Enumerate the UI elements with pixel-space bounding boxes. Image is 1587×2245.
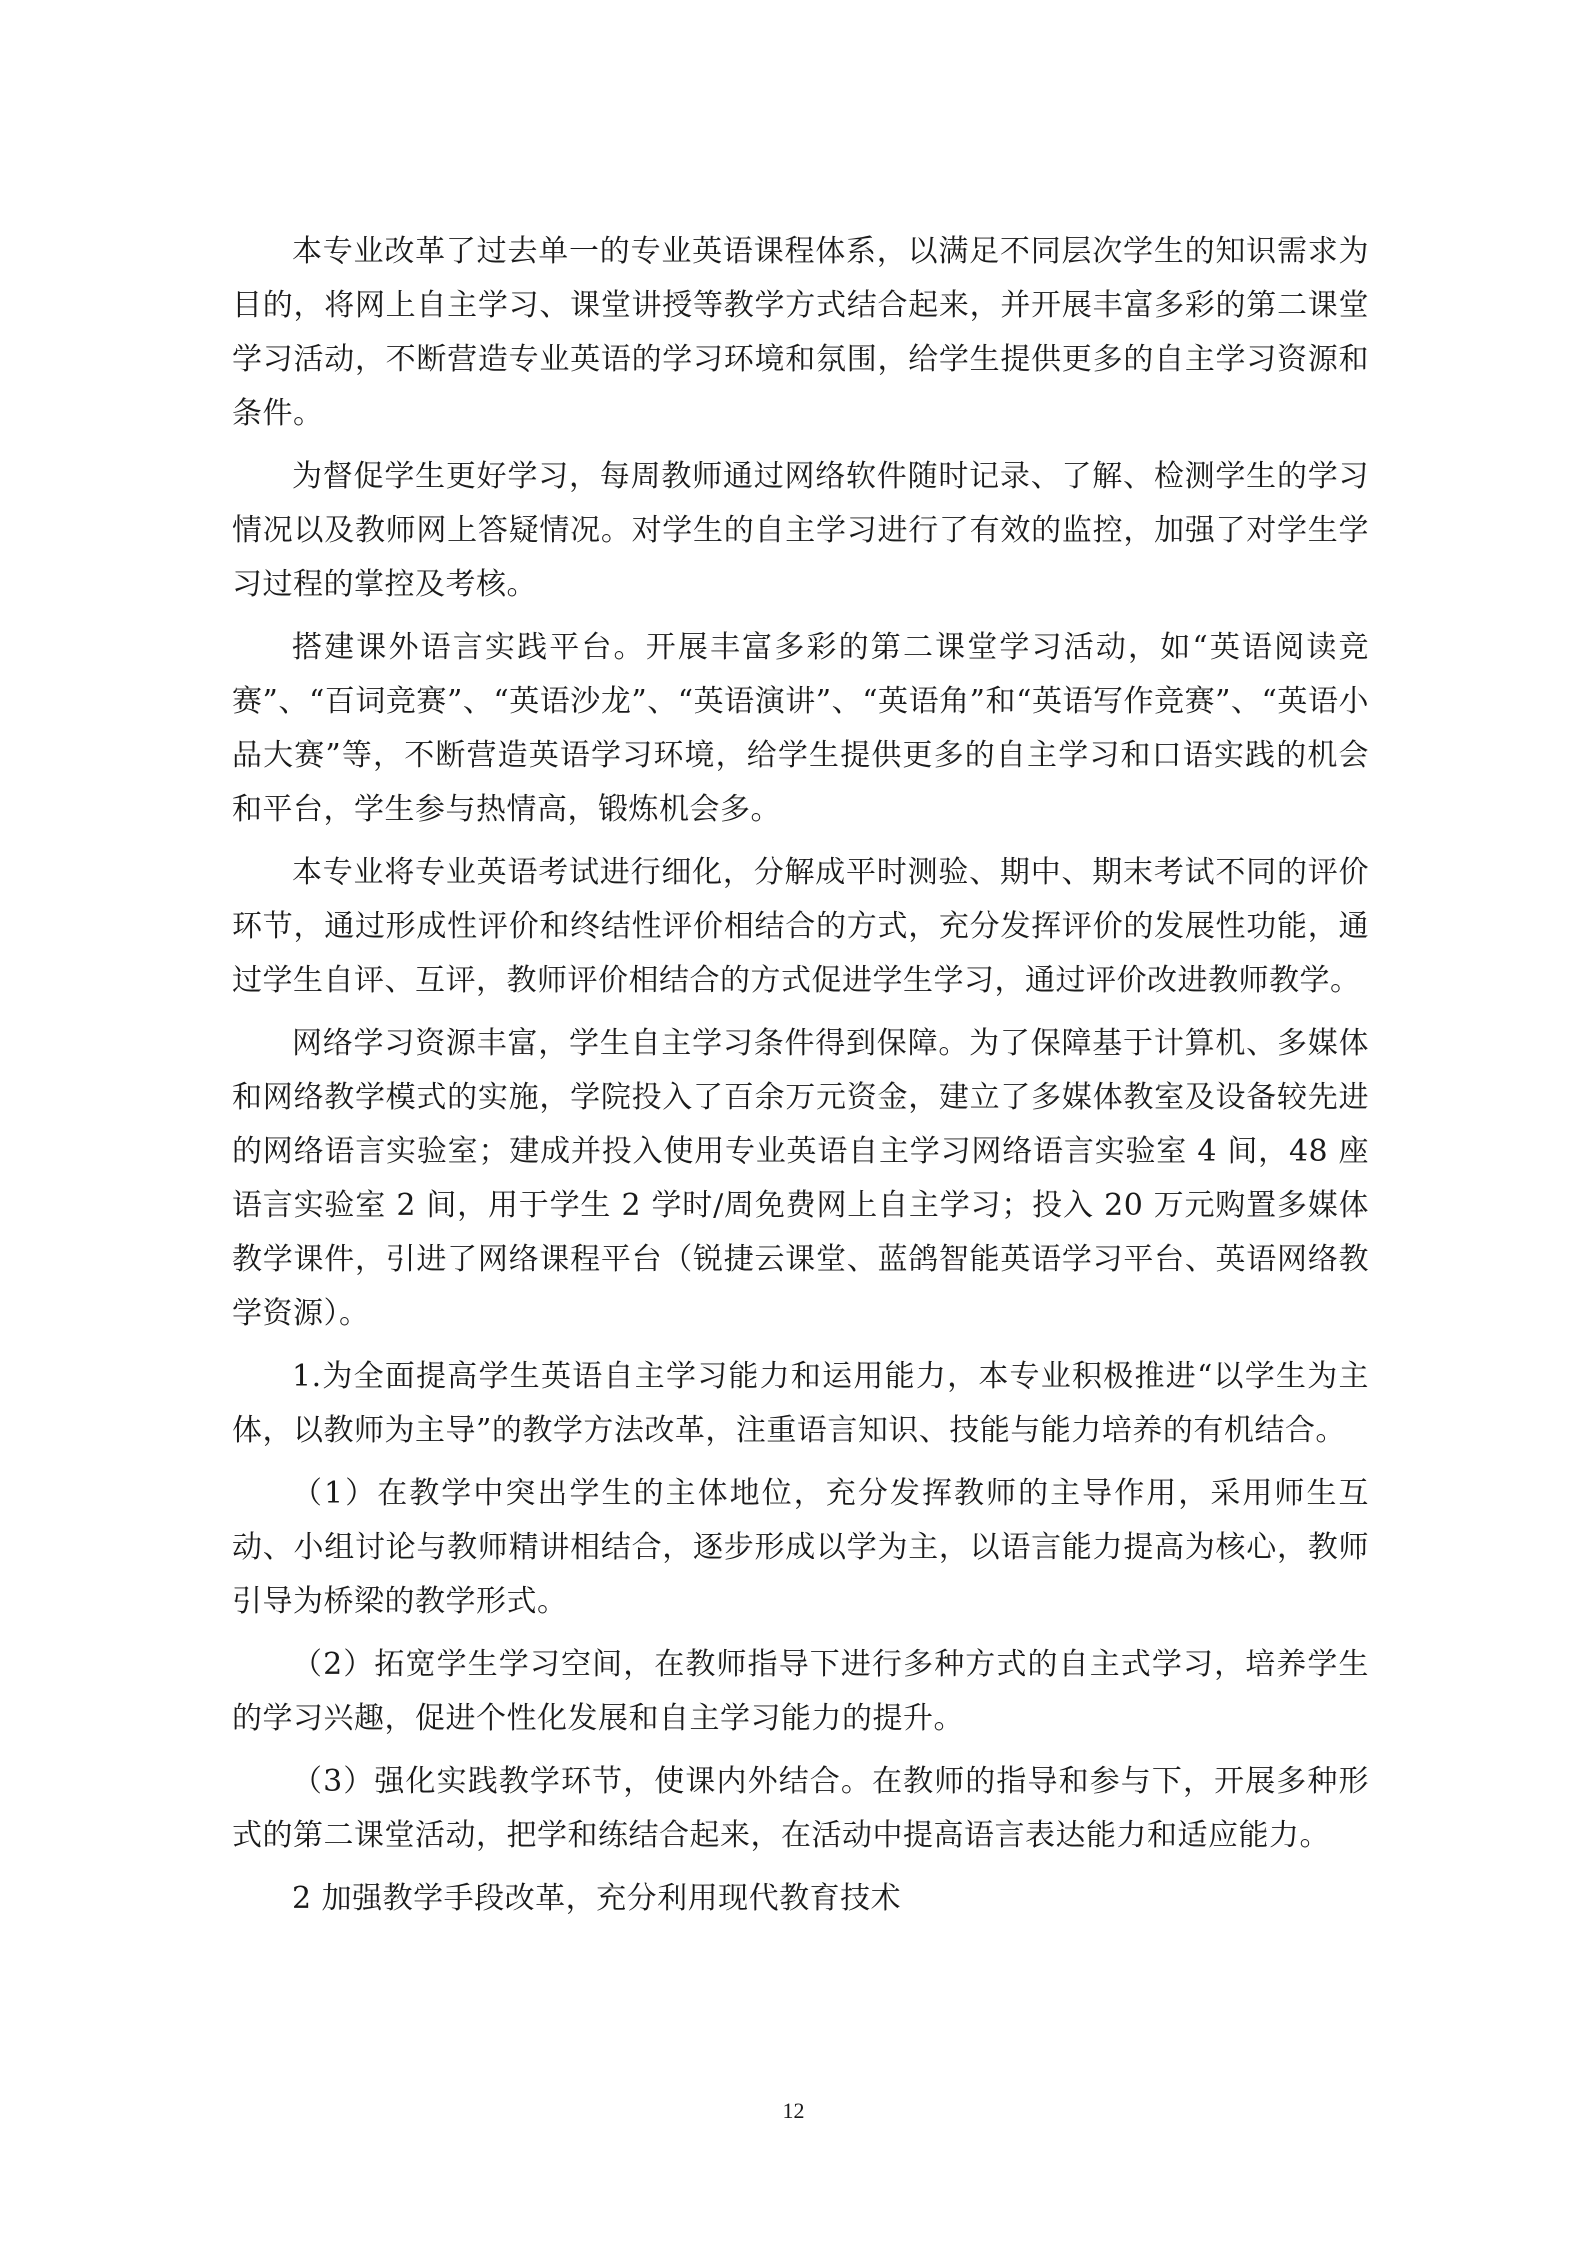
paragraph-item-1: 1.为全面提高学生英语自主学习能力和运用能力，本专业积极推进“以学生为主体，以教师为主导”的教学方法改革，注重语言知识、技能与能力培养的有机结合。 [232,1359,1369,1448]
paragraph-reform-overview: 本专业改革了过去单一的专业英语课程体系，以满足不同层次学生的知识需求为目的，将网上自主学习、课堂讲授等教学方式结合起来，并开展丰富多彩的第二课堂学习活动，不断营造专业英语的学习环境和氛围，给学生提供更多的自主学习资源和条件。 [232,234,1369,431]
page-number: 12 [782,2098,805,2123]
paragraph-supervision: 为督促学生更好学习，每周教师通过网络软件随时记录、了解、检测学生的学习情况以及教师网上答疑情况。对学生的自主学习进行了有效的监控，加强了对学生学习过程的掌控及考核。 [232,459,1369,602]
document-body [232,225,1369,1935]
paragraph-subitem-1: （1）在教学中突出学生的主体地位，充分发挥教师的主导作用，采用师生互动、小组讨论与教师精讲相结合，逐步形成以学为主，以语言能力提高为核心，教师引导为桥梁的教学形式。 [232,1476,1369,1619]
paragraph-item-2: 2 加强教学手段改革，充分利用现代教育技术 [292,1881,902,1916]
paragraph-network-resources: 网络学习资源丰富，学生自主学习条件得到保障。为了保障基于计算机、多媒体和网络教学模式的实施，学院投入了百余万元资金，建立了多媒体教室及设备较先进的网络语言实验室；建成并投入使用专业英语自主学习网络语言实验室 4 间，48 座语言实验室 2 间，用于学生 2 学时/周免费网上自主学习；投入 20 万元购置多媒体教学课件，引进了网络课程平台（锐捷云课堂、蓝鸽智能英语学习平台、英语网络教学资源）。 [232,1026,1369,1331]
paragraph-subitem-3: （3）强化实践教学环节，使课内外结合。在教师的指导和参与下，开展多种形式的第二课堂活动，把学和练结合起来，在活动中提高语言表达能力和适应能力。 [232,1764,1369,1853]
paragraph-assessment: 本专业将专业英语考试进行细化，分解成平时测验、期中、期末考试不同的评价环节，通过形成性评价和终结性评价相结合的方式，充分发挥评价的发展性功能，通过学生自评、互评，教师评价相结合的方式促进学生学习，通过评价改进教师教学。 [232,855,1369,998]
paragraph-practice-platform: 搭建课外语言实践平台。开展丰富多彩的第二课堂学习活动，如“英语阅读竞赛”、“百词竞赛”、“英语沙龙”、“英语演讲”、“英语角”和“英语写作竞赛”、“英语小品大赛”等，不断营造英语学习环境，给学生提供更多的自主学习和口语实践的机会和平台，学生参与热情高，锻炼机会多。 [232,630,1369,827]
paragraph-subitem-2: （2）拓宽学生学习空间，在教师指导下进行多种方式的自主式学习，培养学生的学习兴趣，促进个性化发展和自主学习能力的提升。 [232,1647,1369,1736]
